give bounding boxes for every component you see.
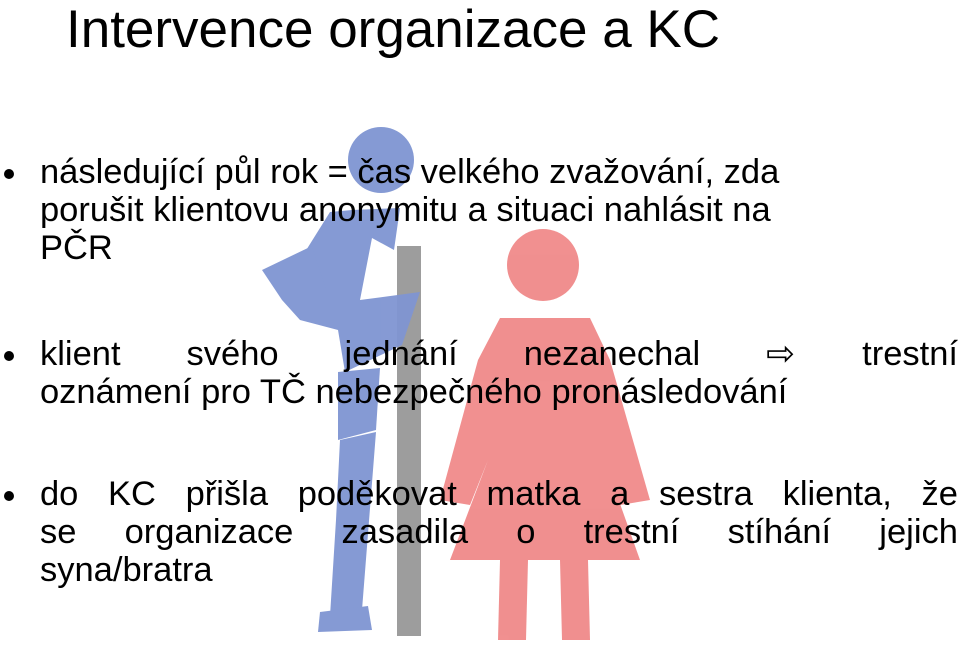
word: jednání — [344, 335, 458, 373]
word: se — [40, 513, 77, 551]
word: o — [516, 513, 536, 551]
bullet-text — [40, 335, 958, 411]
bullet-dot-icon — [4, 491, 14, 501]
word: trestní — [583, 513, 680, 551]
word: poděkovat — [297, 475, 457, 513]
text-line — [40, 335, 958, 373]
right-arrow-icon: ⇨ — [766, 335, 796, 373]
word: svého — [186, 335, 279, 373]
word: klienta, — [782, 475, 892, 513]
text-line: PČR — [40, 229, 113, 267]
word: přišla — [185, 475, 269, 513]
word: zasadila — [341, 513, 469, 551]
word: organizace — [124, 513, 294, 551]
slide-title: Intervence organizace a KC — [66, 0, 721, 59]
text-line — [40, 475, 958, 513]
word: nezanechal — [523, 335, 701, 373]
word: klient — [40, 335, 121, 373]
word: matka — [486, 475, 581, 513]
word: že — [921, 475, 958, 513]
bullet-text — [40, 475, 958, 589]
word: KC — [108, 475, 156, 513]
text-line: syna/bratra — [40, 551, 213, 589]
text-line: porušit klientovu anonymitu a situaci nahlásit na — [40, 191, 771, 229]
word: a — [610, 475, 630, 513]
bullet-text — [40, 153, 958, 267]
text-line — [40, 513, 958, 551]
word: stíhání — [727, 513, 832, 551]
word: trestní — [862, 335, 958, 373]
text-line: oznámení pro TČ nebezpečného pronásledování — [40, 373, 788, 411]
word: do — [40, 475, 79, 513]
bullet-dot-icon — [4, 169, 14, 179]
text-line: následující půl rok = čas velkého zvažování, zda — [40, 153, 780, 191]
word: jejich — [879, 513, 958, 551]
bullet-dot-icon — [4, 351, 14, 361]
word: sestra — [658, 475, 753, 513]
